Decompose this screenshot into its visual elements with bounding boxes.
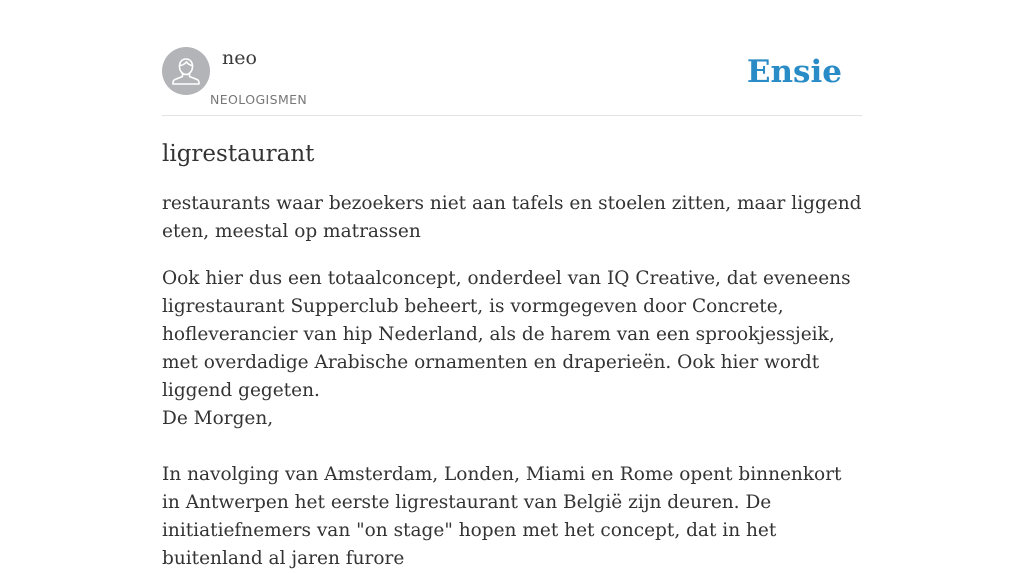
entry-content <box>162 138 862 573</box>
entry-title: ligrestaurant <box>162 141 315 167</box>
user-silhouette-icon <box>162 47 210 95</box>
collection-label[interactable]: NEOLOGISMEN <box>210 92 308 107</box>
entry-example: Ook hier dus een totaalconcept, onderdeel van IQ Creative, dat eveneens ligrestaurant Supperclub beheert, is vormgegeven door Concrete, hofleverancier van hip Nederland, als de harem van een sprookjessjeik, met overdadige Arabische ornamenten en draperieën. Ook hier wordt liggend gegeten. De Morgen, In navolging van Amsterdam, Londen, Miami en Rome opent binnenkort in Antwerpen het eerste ligrestaurant van België zijn deuren. De initiatiefnemers van "on stage" hopen met het concept, dat in het buitenland al jaren furore <box>162 268 851 569</box>
avatar[interactable] <box>162 47 210 95</box>
entry-header <box>162 46 862 116</box>
entry-definition: restaurants waar bezoekers niet aan tafels en stoelen zitten, maar liggend eten, meestal op matrassen <box>162 193 862 242</box>
brand-logo[interactable]: Ensie <box>746 54 842 90</box>
username-link[interactable]: neo <box>222 47 257 69</box>
